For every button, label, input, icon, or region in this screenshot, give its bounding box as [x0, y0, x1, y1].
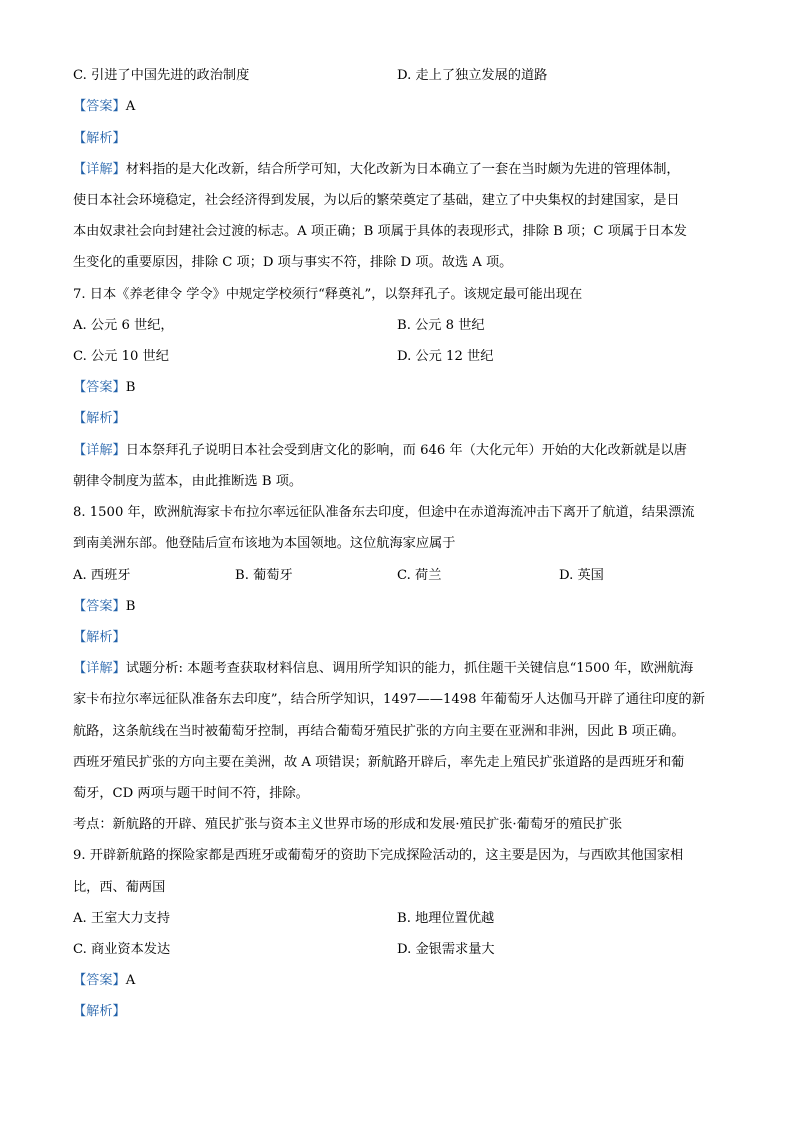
q8-kaodian: 考点：新航路的开辟、殖民扩张与资本主义世界市场的形成和发展·殖民扩张·葡萄牙的殖民扩张 — [73, 817, 623, 832]
q9-stem-line: 9. 开辟新航路的探险家都是西班牙或葡萄牙的资助下完成探险活动的，这主要是因为，与西欧其他国家相 — [73, 848, 684, 863]
q7-analysis-tag: 【解析】 — [73, 411, 126, 426]
q7-option-a: A. 公元 6 世纪， — [73, 318, 174, 333]
detail-text: 材料指的是大化改新，结合所学可知，大化改新为日本确立了一套在当时颇为先进的管理体制， — [125, 162, 680, 177]
q7-detail-line — [73, 441, 687, 461]
detail-tag: 【详解】 — [73, 162, 126, 177]
q7-option-c: C. 公元 10 世纪 — [73, 349, 169, 364]
q8-option-b: B. 葡萄牙 — [235, 568, 293, 583]
q6-detail-line: 本由奴隶社会向封建社会过渡的标志。A 项正确；B 项属于具体的表现形式，排除 B 项；C 项属于日本发 — [73, 224, 687, 239]
q9-option-c: C. 商业资本发达 — [73, 942, 171, 957]
answer-value: B — [125, 380, 136, 395]
q8-option-c: C. 荷兰 — [397, 568, 442, 583]
q8-detail-line: 航路，这条航线在当时被葡萄牙控制，再结合葡萄牙殖民扩张的方向主要在亚洲和非洲，因此 B 项正确。 — [73, 724, 685, 739]
answer-tag: 【答案】 — [73, 973, 126, 988]
q7-answer — [73, 378, 135, 398]
q7-stem: 7. 日本《养老律令 学令》中规定学校须行“释奠礼”，以祭拜孔子。该规定最可能出现在 — [73, 287, 583, 302]
q8-stem-line: 8. 1500 年，欧洲航海家卡布拉尔率远征队准备东去印度，但途中在赤道海流冲击下离开了航道，结果漂流 — [73, 505, 695, 520]
q8-detail-line: 萄牙，CD 两项与题干时间不符，排除。 — [73, 786, 309, 801]
detail-text: 日本祭拜孔子说明日本社会受到唐文化的影响，而 646 年（大化元年）开始的大化改新就是以唐 — [125, 443, 687, 458]
q8-detail-line: 家卡布拉尔率远征队准备东去印度”，结合所学知识，1497——1498 年葡萄牙人达伽马开辟了通往印度的新 — [73, 692, 705, 707]
q9-stem-line: 比，西、葡两国 — [73, 880, 166, 895]
q8-option-a: A. 西班牙 — [73, 568, 131, 583]
q6-detail-line — [73, 160, 680, 180]
q6-analysis-tag: 【解析】 — [73, 131, 126, 146]
answer-tag: 【答案】 — [73, 599, 126, 614]
q8-analysis-tag: 【解析】 — [73, 630, 126, 645]
q6-option-c: C. 引进了中国先进的政治制度 — [73, 68, 250, 83]
q9-option-b: B. 地理位置优越 — [397, 911, 495, 926]
answer-value: A — [125, 99, 136, 114]
detail-text: 试题分析: 本题考查获取材料信息、调用所学知识的能力，抓住题干关键信息“1500 年，欧洲航海 — [125, 661, 694, 676]
q9-answer — [73, 971, 135, 991]
q9-option-a: A. 王室大力支持 — [73, 911, 171, 926]
answer-tag: 【答案】 — [73, 99, 126, 114]
q7-option-d: D. 公元 12 世纪 — [397, 349, 494, 364]
answer-value: B — [125, 599, 136, 614]
detail-tag: 【详解】 — [73, 661, 126, 676]
answer-tag: 【答案】 — [73, 380, 126, 395]
q8-option-d: D. 英国 — [559, 568, 604, 583]
q9-analysis-tag: 【解析】 — [73, 1004, 126, 1019]
q8-detail-line — [73, 659, 693, 679]
answer-value: A — [125, 973, 136, 988]
q6-detail-line: 使日本社会环境稳定，社会经济得到发展，为以后的繁荣奠定了基础，建立了中央集权的封建国家，是日 — [73, 193, 680, 208]
detail-tag: 【详解】 — [73, 443, 126, 458]
q6-answer — [73, 97, 135, 117]
q8-answer — [73, 597, 135, 617]
q9-option-d: D. 金银需求量大 — [397, 942, 495, 957]
q8-detail-line: 西班牙殖民扩张的方向主要在美洲，故 A 项错误；新航路开辟后，率先走上殖民扩张道路的是西班牙和葡 — [73, 755, 685, 770]
q6-detail-line: 生变化的重要原因，排除 C 项；D 项与事实不符，排除 D 项。故选 A 项。 — [73, 255, 513, 270]
q7-detail-line: 朝律令制度为蓝本，由此推断选 B 项。 — [73, 474, 303, 489]
q7-option-b: B. 公元 8 世纪 — [397, 318, 485, 333]
q6-option-d: D. 走上了独立发展的道路 — [397, 68, 548, 83]
q8-stem-line: 到南美洲东部。他登陆后宣布该地为本国领地。这位航海家应属于 — [73, 536, 456, 551]
